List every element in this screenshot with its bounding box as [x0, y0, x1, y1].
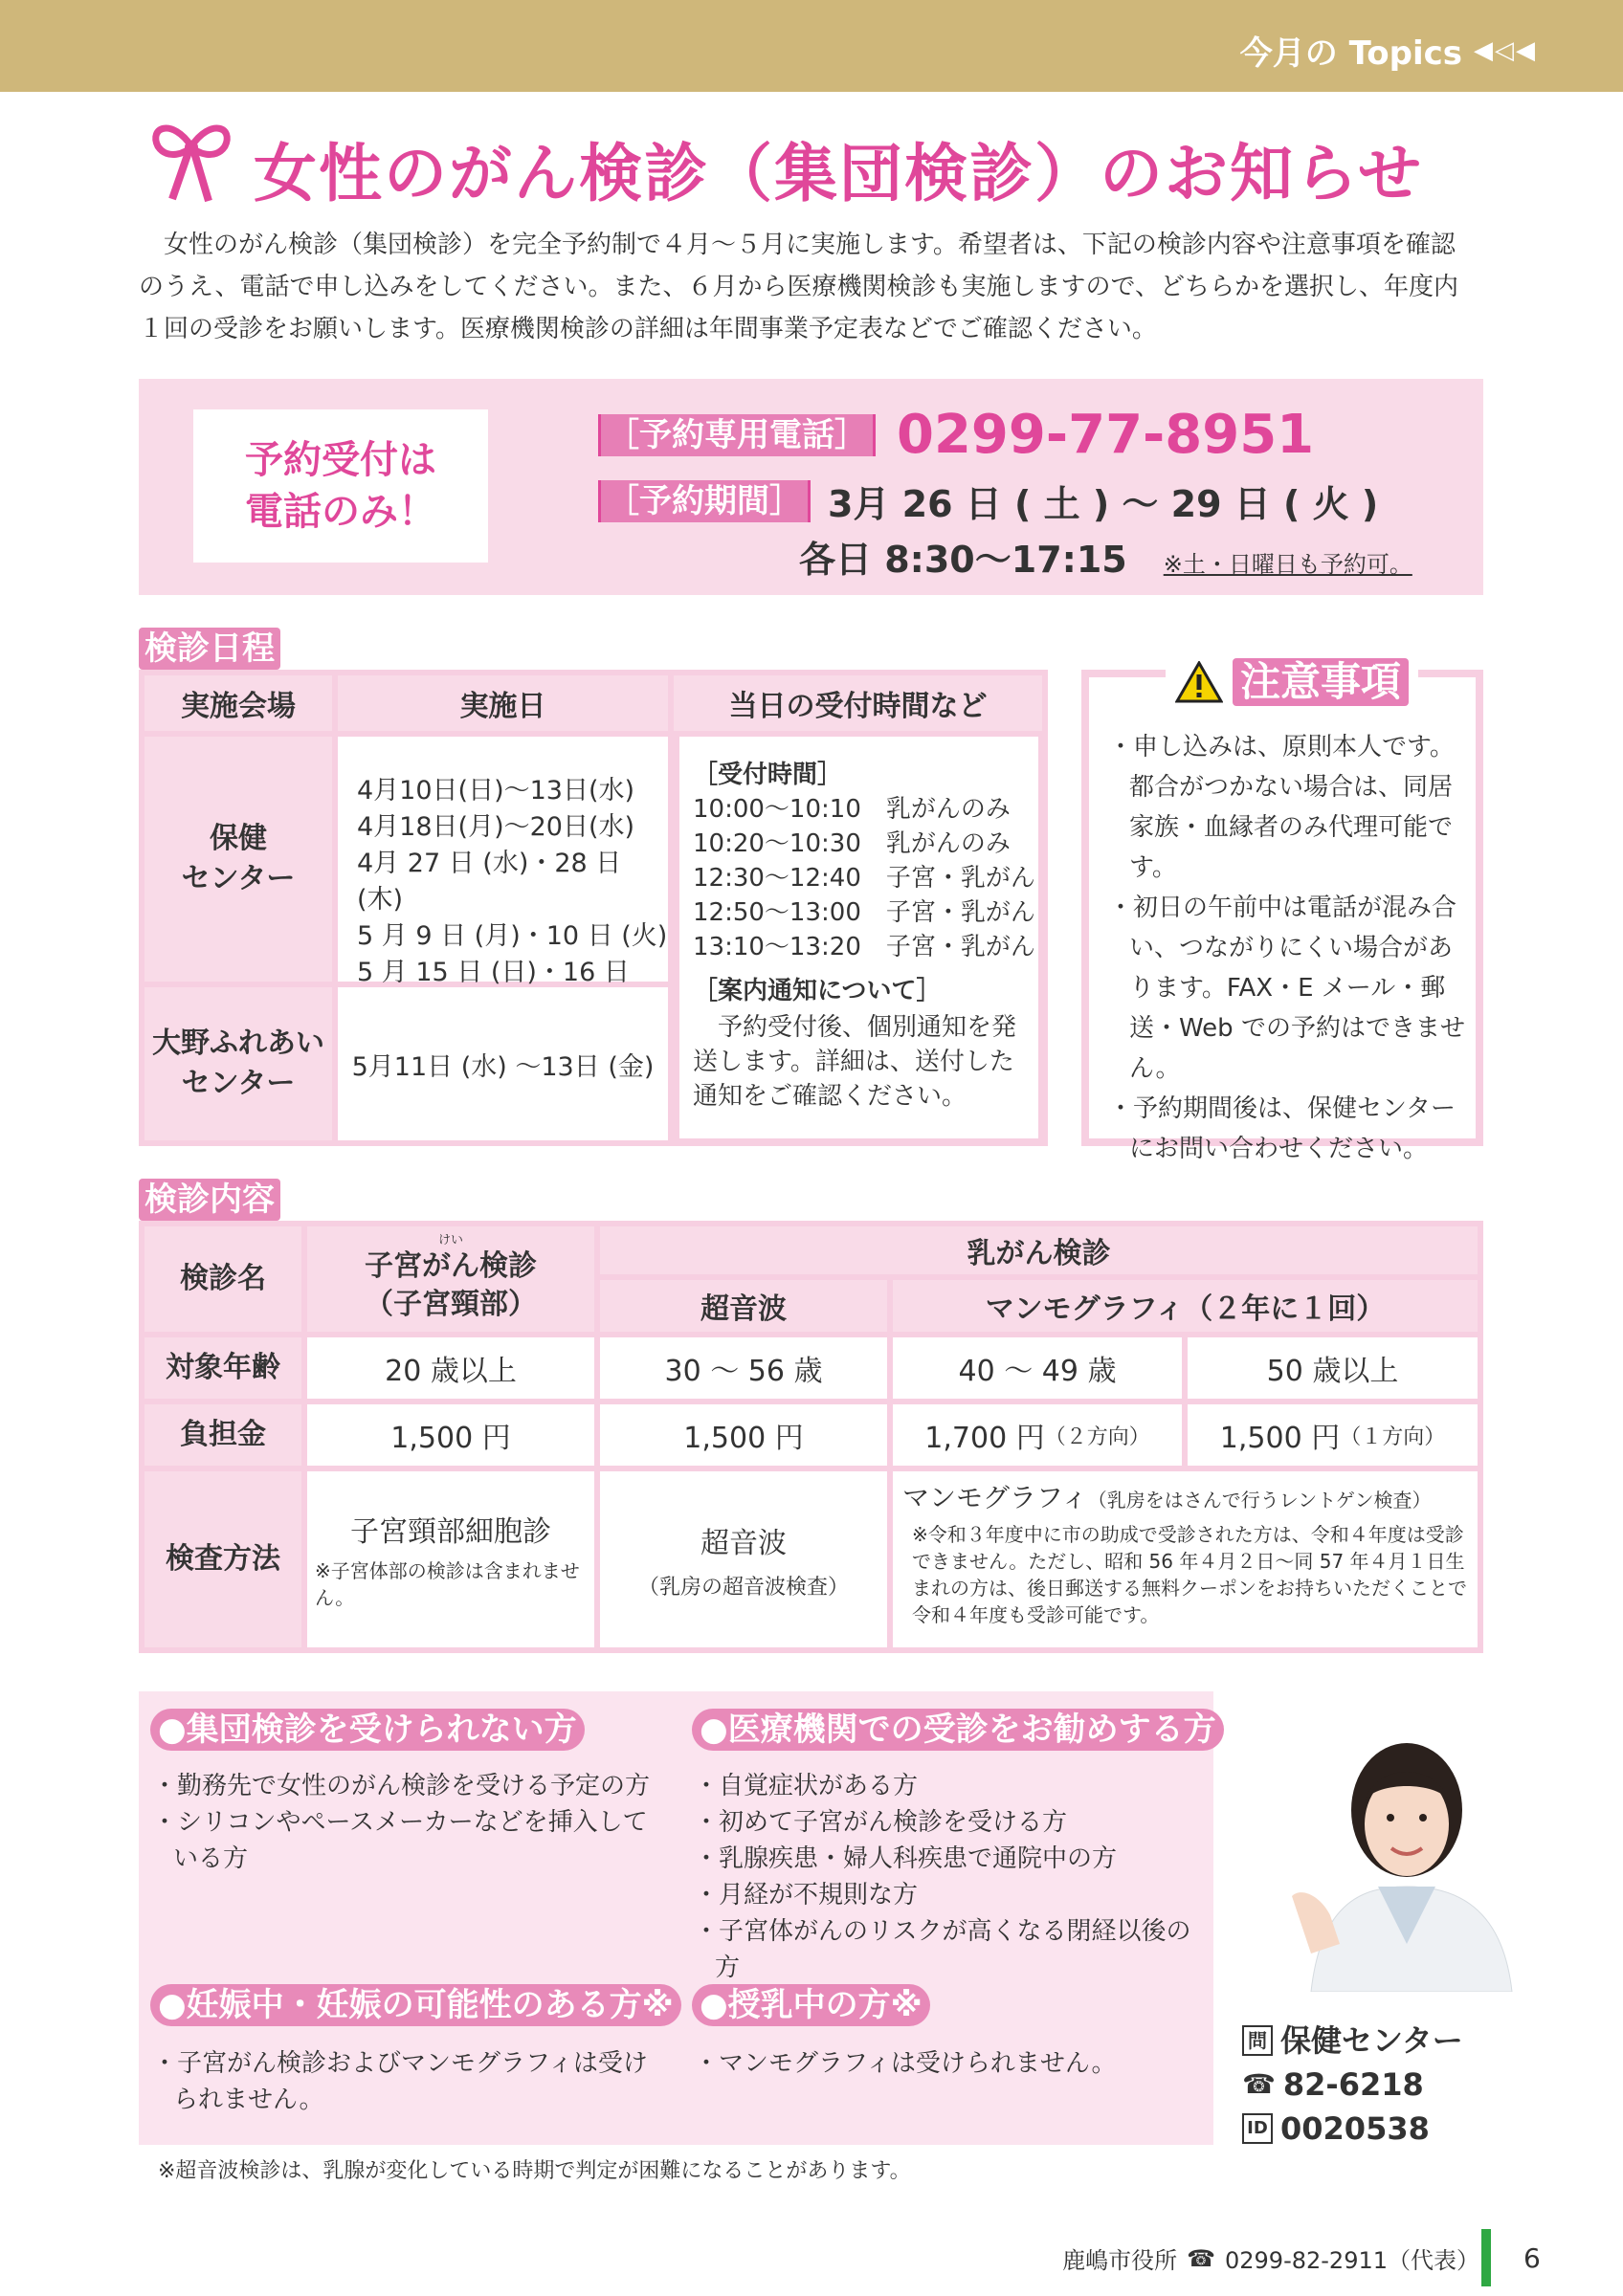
reservation-phone: 0299-77-8951 [897, 404, 1315, 466]
phone-icon: ☎ [1242, 2068, 1276, 2100]
cannot-list [152, 1768, 669, 1877]
schedule-table [139, 670, 1048, 1146]
warning-icon [1175, 661, 1223, 703]
cannot-title: ●集団検診を受けられない方 [150, 1709, 585, 1751]
list-item: ・月経が不規則な方 [694, 1881, 919, 1910]
time-type: 子宮・乳がん [885, 898, 1035, 927]
section-title: 今月の Topics [1239, 34, 1462, 73]
contact-info [1242, 2019, 1463, 2151]
time-type: 子宮・乳がん [885, 864, 1035, 893]
contact-tel [1242, 2063, 1463, 2107]
time-slot: 10:00～10:10 [693, 795, 861, 824]
age-mammo-50: 50 歳以上 [1188, 1337, 1478, 1399]
contact-id [1242, 2107, 1463, 2151]
city-office: 鹿嶋市役所 [1062, 2247, 1178, 2274]
caution-list [1108, 727, 1472, 1169]
age-mammo-40: 40 ～ 49 歳 [893, 1337, 1182, 1399]
hours-value: 各日 8:30～17:15 [799, 539, 1127, 581]
notice-heading: ［案内通知について］ [693, 977, 942, 1005]
caution-panel [1081, 658, 1483, 1163]
method-ultrasound [600, 1471, 887, 1647]
reservation-note-box [193, 409, 488, 563]
contact-office [1242, 2019, 1463, 2063]
clinic-title: ●医療機関での受診をお勧めする方 [692, 1709, 1224, 1751]
mammo-header: マンモグラフィ（２年に１回） [893, 1280, 1478, 1332]
period-row [598, 475, 1378, 527]
caution-item: ・申し込みは、原則本人です。都合がつかない場合は、同居家族・血縁者のみ代理可能です。 [1108, 733, 1455, 882]
fee-cervical: 1,500 円 [307, 1404, 594, 1466]
time-type: 乳がんのみ [885, 795, 1011, 824]
row-label-age: 対象年齢 [145, 1337, 301, 1399]
venue-hoken: 保健 センター [145, 737, 332, 982]
time-row [693, 930, 1035, 964]
advice-panel [139, 1691, 1216, 2145]
time-slot: 13:10～13:20 [693, 933, 861, 961]
period-label: ［予約期間］ [598, 480, 811, 522]
method-cervical-note: ※子宮体部の検診は含まれません。 [315, 1559, 580, 1609]
col-header-venue: 実施会場 [145, 675, 332, 731]
notice-text: 予約受付後、個別通知を発送します。詳細は、送付した通知をご確認ください。 [693, 1013, 1017, 1111]
method-cervical-name: 子宮頸部細胞診 [350, 1515, 551, 1549]
caution-item: ・予約期間後は、保健センターにお問い合わせください。 [1108, 1094, 1456, 1163]
page-id: 0020538 [1280, 2110, 1430, 2147]
ribbon-icon [144, 113, 239, 209]
list-item: ・シリコンやペースメーカーなどを挿入している方 [152, 1808, 648, 1873]
list-item: ・子宮がん検診およびマンモグラフィは受けられません。 [152, 2049, 648, 2114]
time-row [693, 861, 1035, 895]
id-icon: ID [1242, 2113, 1273, 2144]
section-tag [1240, 27, 1537, 74]
method-mammo-title [902, 1477, 1431, 1515]
method-mammo-sub: （乳房をはさんで行うレントゲン検査） [1087, 1489, 1432, 1512]
reception-heading: ［受付時間］ [693, 761, 843, 789]
method-us-name: 超音波 [700, 1526, 787, 1560]
fee-value: 1,700 円 [924, 1422, 1045, 1455]
reception-info [679, 737, 1038, 1138]
cervical-header [307, 1226, 594, 1332]
inquiry-icon: 問 [1242, 2025, 1273, 2056]
reservation-note: 予約受付は 電話のみ！ [245, 438, 436, 534]
list-item: ・マンモグラフィは受けられません。 [694, 2049, 1117, 2078]
schedule-label: 検診日程 [139, 628, 280, 670]
fee-note: （２方向） [1044, 1424, 1150, 1449]
nursing-list [694, 2045, 1211, 2082]
row-label-method: 検査方法 [145, 1471, 301, 1647]
method-cervical [307, 1471, 594, 1647]
fee-mammo-40 [893, 1404, 1182, 1466]
doctor-photo [1273, 1695, 1531, 1992]
page-bar [1481, 2229, 1491, 2286]
ruby-text: けい [437, 1233, 463, 1247]
fee-mammo-50 [1188, 1404, 1478, 1466]
list-item: ・自覚症状がある方 [694, 1772, 919, 1800]
list-item: ・勤務先で女性のがん検診を受ける予定の方 [152, 1772, 651, 1800]
dates-ono: 5月11日 (水) ～13日 (金) [338, 987, 668, 1140]
method-us-note: （乳房の超音波検査） [637, 1575, 849, 1600]
page-number: 6 [1523, 2242, 1541, 2274]
intro-text: 女性のがん検診（集団検診）を完全予約制で４月～５月に実施します。希望者は、下記の検診内容や注意事項を確認のうえ、電話で申し込みをしてください。また、６月から医療機関検診も実施しますので、どちらかを選択し、年度内１回の受診をお願いします。医療機関検診の詳細は年間事業予定表などでご確認ください。 [139, 231, 1459, 343]
fee-ultrasound: 1,500 円 [600, 1404, 887, 1466]
time-type: 乳がんのみ [885, 829, 1011, 858]
venue-ono: 大野ふれあい センター [145, 987, 332, 1140]
phone-row [598, 404, 1314, 466]
nursing-title: ●授乳中の方※ [692, 1984, 930, 2026]
arrows-icon: ◀◁◀ [1474, 35, 1537, 65]
caution-body [1089, 658, 1476, 1163]
cervical-title: 子宮がん検診 （子宮頸部） [365, 1249, 537, 1321]
col-header-date: 実施日 [338, 675, 668, 731]
time-row [693, 792, 1025, 827]
reservation-panel [139, 379, 1483, 595]
content-table [139, 1221, 1483, 1653]
period-value: 3月 26 日 ( 土 ) ～ 29 日 ( 火 ) [828, 483, 1379, 525]
clinic-list [694, 1768, 1211, 1986]
time-type: 子宮・乳がん [885, 933, 1035, 961]
list-item: ・子宮体がんのリスクが高くなる閉経以後の方 [694, 1917, 1191, 1982]
office-name: 保健センター [1280, 2022, 1463, 2059]
pregnant-title: ●妊娠中・妊娠の可能性のある方※ [150, 1984, 681, 2026]
caution-title: 注意事項 [1233, 658, 1409, 706]
method-mammo-note: ※令和３年度中に市の助成で受診された方は、令和４年度は受診できません。ただし、昭和 56 年４月２日～同 57 年４月１日生まれの方は、後日郵送する無料クーポンをお持ちいただくことで令和４年度も受診可能です。 [912, 1523, 1467, 1626]
time-row [693, 895, 1035, 930]
page-title: 女性のがん検診（集団検診）のお知らせ [254, 137, 1424, 210]
col-header-reception: 当日の受付時間など [674, 675, 1042, 731]
method-mammo-name: マンモグラフィ [902, 1482, 1088, 1513]
phone-icon: ☎ [1187, 2244, 1215, 2272]
age-cervical: 20 歳以上 [307, 1337, 594, 1399]
list-item: ・初めて子宮がん検診を受ける方 [694, 1808, 1068, 1837]
method-mammo [893, 1471, 1478, 1647]
breast-header: 乳がん検診 [600, 1226, 1478, 1274]
fee-note: （１方向） [1340, 1424, 1446, 1449]
caution-item: ・初日の午前中は電話が混み合い、つながりにくい場合があります。FAX・E メール・郵送・Web での予約はできません。 [1108, 894, 1465, 1083]
ultrasound-header: 超音波 [600, 1280, 887, 1332]
list-item: ・乳腺疾患・婦人科疾患で通院中の方 [694, 1844, 1118, 1873]
time-row [693, 827, 1025, 861]
weekend-note: ※土・日曜日も予約可。 [1163, 551, 1412, 578]
age-ultrasound: 30 ～ 56 歳 [600, 1337, 887, 1399]
footnote: ※超音波検診は、乳腺が変化している時期で判定が困難になることがあります。 [158, 2159, 911, 2183]
content-label: 検診内容 [139, 1179, 280, 1221]
dates-hoken: 4月10日(日)～13日(水) 4月18日(月)～20日(水) 4月 27 日 (水)・28 日 (木) 5 月 9 日 (月)・10 日 (火) 5 月 15 日 (日)・16 日 [338, 737, 668, 982]
row-label-name: 検診名 [145, 1226, 301, 1332]
city-tel: 0299-82-2911（代表） [1224, 2247, 1479, 2274]
time-slot: 12:30～12:40 [693, 864, 861, 893]
row-label-fee: 負担金 [145, 1404, 301, 1466]
caution-header [1166, 658, 1418, 706]
pregnant-list [152, 2045, 669, 2118]
office-tel: 82-6218 [1282, 2066, 1424, 2103]
phone-label: ［予約専用電話］ [598, 414, 876, 456]
fee-value: 1,500 円 [1219, 1422, 1341, 1455]
footer [1062, 2241, 1479, 2275]
hours-row [799, 530, 1412, 583]
time-slot: 10:20～10:30 [693, 829, 861, 858]
time-slot: 12:50～13:00 [693, 898, 861, 927]
